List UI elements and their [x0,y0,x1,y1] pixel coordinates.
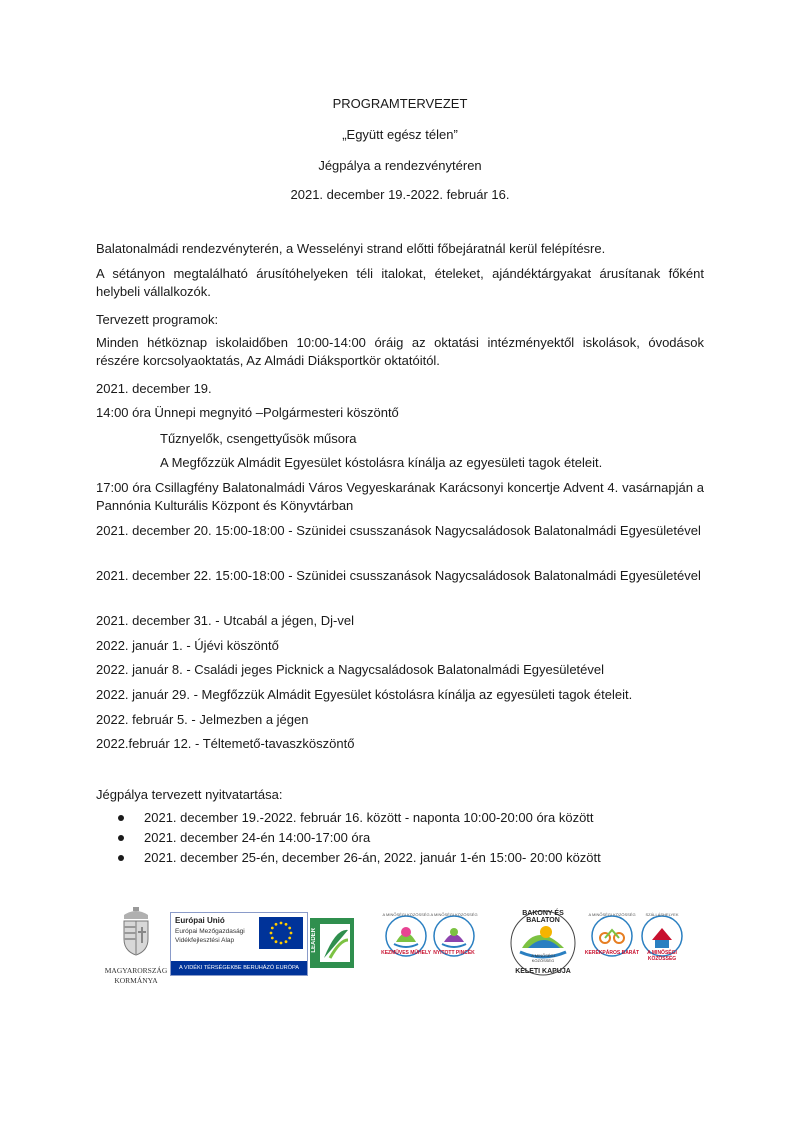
badge-szallashelyek: SZÁLLÁSHELYEK A MINŐSÉGI KÖZÖSSÉG [640,914,684,964]
program-dec22: 2021. december 22. 15:00-18:00 - Szünidei csusszanások Nagycsaládosok Balatonalmádi Egyesületével [96,568,701,583]
slogan: „Együtt egész télen” [342,127,458,142]
bullet-icon [118,815,124,821]
badge-bakony-balaton: BAKONY ÉS BALATON A MINŐSÉGI KÖZÖSSÉG KELETI KAPUJA [508,908,578,986]
sponsor-logos [0,900,800,990]
eu-logo: Európai Unió Európai Mezőgazdasági Vidékfejlesztési Alap A VIDÉKI TÉRSÉGEKBE BERUHÁZÓ EURÓPA [170,912,308,976]
bullet-icon [118,855,124,861]
program-tasting: A Megfőzzük Almádit Egyesület kóstolásra kínálja az egyesületi tagok ételeit. [160,455,603,470]
program-feb12: 2022.február 12. - Téltemető-tavaszköszöntő [96,736,355,751]
eu-flag-icon [259,917,303,949]
program-concert: 17:00 óra Csillagfény Balatonalmádi Város Vegyeskarának Karácsonyi koncertje Advent 4. vasárnapján a Pannónia Kulturális Központ és Könyvtárban [96,480,704,513]
list-item: 2021. december 24-én 14:00-17:00 óra [96,828,716,848]
coat-of-arms-icon [104,905,168,961]
program-feb5: 2022. február 5. - Jelmezben a jégen [96,712,309,727]
program-fire-show: Tűznyelők, csengettyűsök műsora [160,431,357,446]
opening-hours-title: Jégpálya tervezett nyitvatartása: [96,787,283,802]
badge-kerekparos-barat: A MINŐSÉGI KÖZÖSSÉG KERÉKPÁROS BARÁT [584,912,640,956]
leader-logo: LEADER [310,918,354,968]
intro-location: Balatonalmádi rendezvényterén, a Wesselényi strand előtti főbejáratnál kerül felépítésre. [96,241,606,256]
bullet-icon [118,835,124,841]
program-jan1: 2022. január 1. - Újévi köszöntő [96,638,279,653]
intro-vendors: A sétányon megtalálható árusítóhelyeken téli italokat, ételeket, ajándéktárgyakat árusítanak főként helybeli vállalkozók. [96,266,704,299]
opening-hours-list [96,808,716,868]
program-jan29: 2022. január 29. - Megfőzzük Almádit Egyesület kóstolásra kínálja az egyesületi tagok ételeit. [96,687,633,702]
skating-lessons: Minden hétköznap iskolaidőben 10:00-14:00 óráig az oktatási intézményektől iskolások, óvodások részére korcsolyaoktatás, Az Almádi Diáksportkör oktatóitól. [96,335,704,368]
program-date-dec19: 2021. december 19. [96,381,212,396]
planned-programs-label: Tervezett programok: [96,312,219,327]
badge-kezmuves-muhely: A MINŐSÉGI KÖZÖSSÉG KEZMŰVES MŰHELY [381,912,431,956]
program-jan8: 2022. január 8. - Családi jeges Picknick a Nagycsaládosok Balatonalmádi Egyesületével [96,662,605,677]
list-item: 2021. december 19.-2022. február 16. között - naponta 10:00-20:00 óra között [96,808,716,828]
program-dec31: 2021. december 31. - Utcabál a jégen, Dj-vel [96,613,354,628]
badge-nyitott-pincek: A MINŐSÉGI KÖZÖSSÉG NYITOTT PINCÉK [430,912,478,956]
document-type: PROGRAMTERVEZET [332,96,468,111]
hungarian-government-logo: MAGYARORSZÁG KORMÁNYA [104,905,168,985]
date-range: 2021. december 19.-2022. február 16. [290,187,510,202]
list-item: 2021. december 25-én, december 26-án, 2022. január 1-én 15:00- 20:00 között [96,848,716,868]
program-dec20: 2021. december 20. 15:00-18:00 - Szünidei csusszanások Nagycsaládosok Balatonalmádi Egyesületével [96,523,701,538]
subtitle: Jégpálya a rendezvénytéren [318,158,482,173]
program-opening: 14:00 óra Ünnepi megnyitó –Polgármesteri köszöntő [96,405,399,420]
